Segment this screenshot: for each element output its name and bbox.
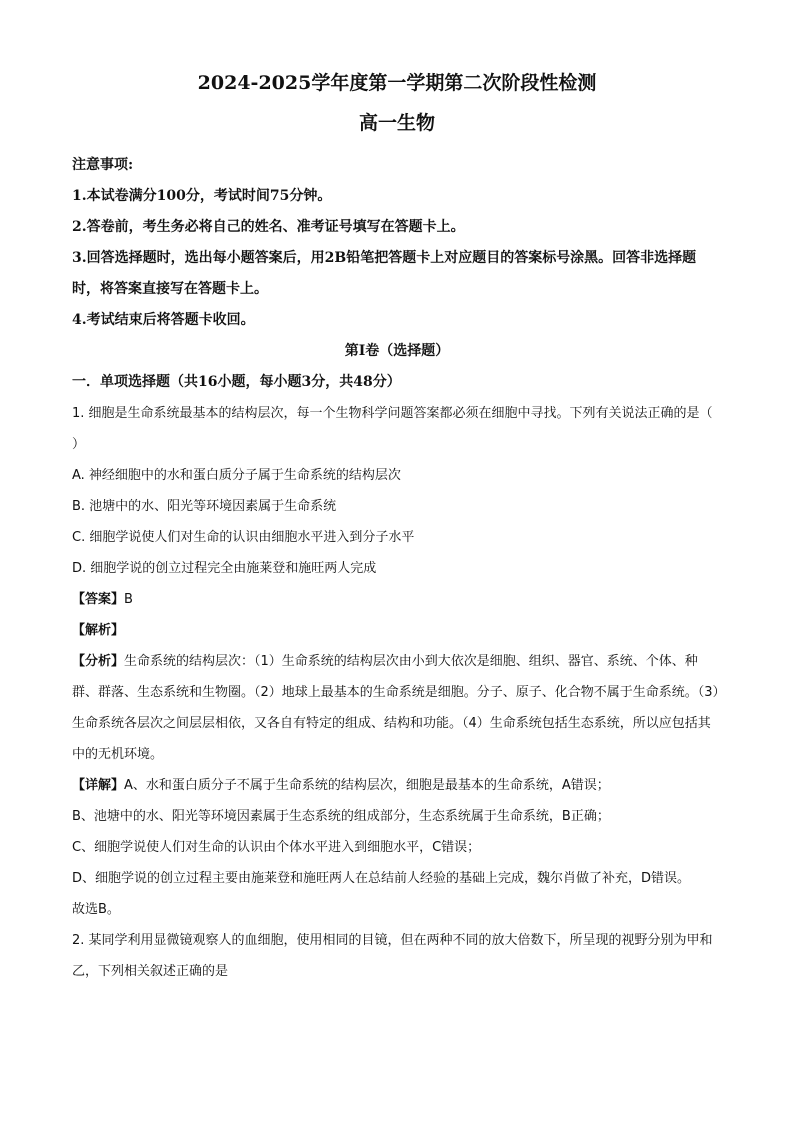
analysis-tag: 【解析】 bbox=[72, 623, 125, 638]
part-title: 一．单项选择题（共16小题，每小题3分，共48分） bbox=[72, 374, 401, 390]
question-1-option-b: B. 池塘中的水、阳光等环境因素属于生命系统 bbox=[72, 499, 337, 514]
answer-tag: 【答案】 bbox=[72, 592, 125, 607]
xiangjie-text-a: A、水和蛋白质分子不属于生命系统的结构层次，细胞是最基本的生命系统，A错误； bbox=[124, 778, 610, 793]
fenxi-text: 生命系统的结构层次：（1）生命系统的结构层次由小到大依次是细胞、组织、器官、系统、个体、种群、群落、生态系统和生物圈。（2）地球上最基本的生命系统是细胞。分子、原子、化合物不属于生命系统。（3）生命系统各层次之间层层相依，又各自有特定的组成、结构和功能。（4）生命系统包括生态系统，所以应包括其中的无机环境。 bbox=[72, 654, 720, 762]
notice-item-2: 2.答卷前，考生务必将自己的姓名、准考证号填写在答题卡上。 bbox=[72, 219, 465, 235]
question-1-stem: 1. 细胞是生命系统最基本的结构层次，每一个生物科学问题答案都必须在细胞中寻找。下列有关说法正确的是（ ） bbox=[72, 406, 713, 452]
answer-value: B bbox=[124, 592, 133, 607]
notice-item-1: 1.本试卷满分100分，考试时间75分钟。 bbox=[72, 188, 332, 204]
fenxi-tag: 【分析】 bbox=[72, 654, 125, 669]
question-2 bbox=[72, 925, 722, 987]
xiangjie-line-4: D、细胞学说的创立过程主要由施莱登和施旺两人在总结前人经验的基础上完成，魏尔肖做了补充，D错误。 bbox=[72, 871, 691, 886]
answer-line bbox=[72, 584, 722, 615]
notice-item-3: 3.回答选择题时，选出每小题答案后，用2B铅笔把答题卡上对应题目的答案标号涂黑。回答非选择题时，将答案直接写在答题卡上。 bbox=[72, 250, 697, 297]
xiangjie-line-3: C、细胞学说使人们对生命的认识由个体水平进入到细胞水平，C错误； bbox=[72, 840, 481, 855]
notice-item-4: 4.考试结束后将答题卡收回。 bbox=[72, 312, 255, 328]
notice-block bbox=[72, 150, 722, 336]
xiangjie-line-1 bbox=[72, 770, 722, 801]
section-title: 第I卷（选择题） bbox=[344, 343, 450, 359]
notice-heading: 注意事项: bbox=[72, 157, 134, 173]
fenxi-paragraph bbox=[72, 646, 722, 770]
analysis-line bbox=[72, 615, 722, 646]
question-1-option-a: A. 神经细胞中的水和蛋白质分子属于生命系统的结构层次 bbox=[72, 468, 401, 483]
question-1-option-c: C. 细胞学说使人们对生命的认识由细胞水平进入到分子水平 bbox=[72, 530, 415, 545]
xiangjie-tag: 【详解】 bbox=[72, 778, 125, 793]
xiangjie-line-2: B、池塘中的水、阳光等环境因素属于生态系统的组成部分，生态系统属于生命系统，B正确； bbox=[72, 809, 610, 824]
question-1 bbox=[72, 398, 722, 925]
question-1-option-d: D. 细胞学说的创立过程完全由施莱登和施旺两人完成 bbox=[72, 561, 377, 576]
exam-title: 2024-2025学年度第一学期第二次阶段性检测 bbox=[197, 72, 597, 94]
exam-subject: 高一生物 bbox=[358, 112, 435, 134]
conclusion-line: 故选B。 bbox=[72, 902, 120, 917]
question-2-stem: 2. 某同学利用显微镜观察人的血细胞，使用相同的目镜，但在两种不同的放大倍数下，所呈现的视野分别为甲和乙，下列相关叙述正确的是 bbox=[72, 933, 713, 979]
